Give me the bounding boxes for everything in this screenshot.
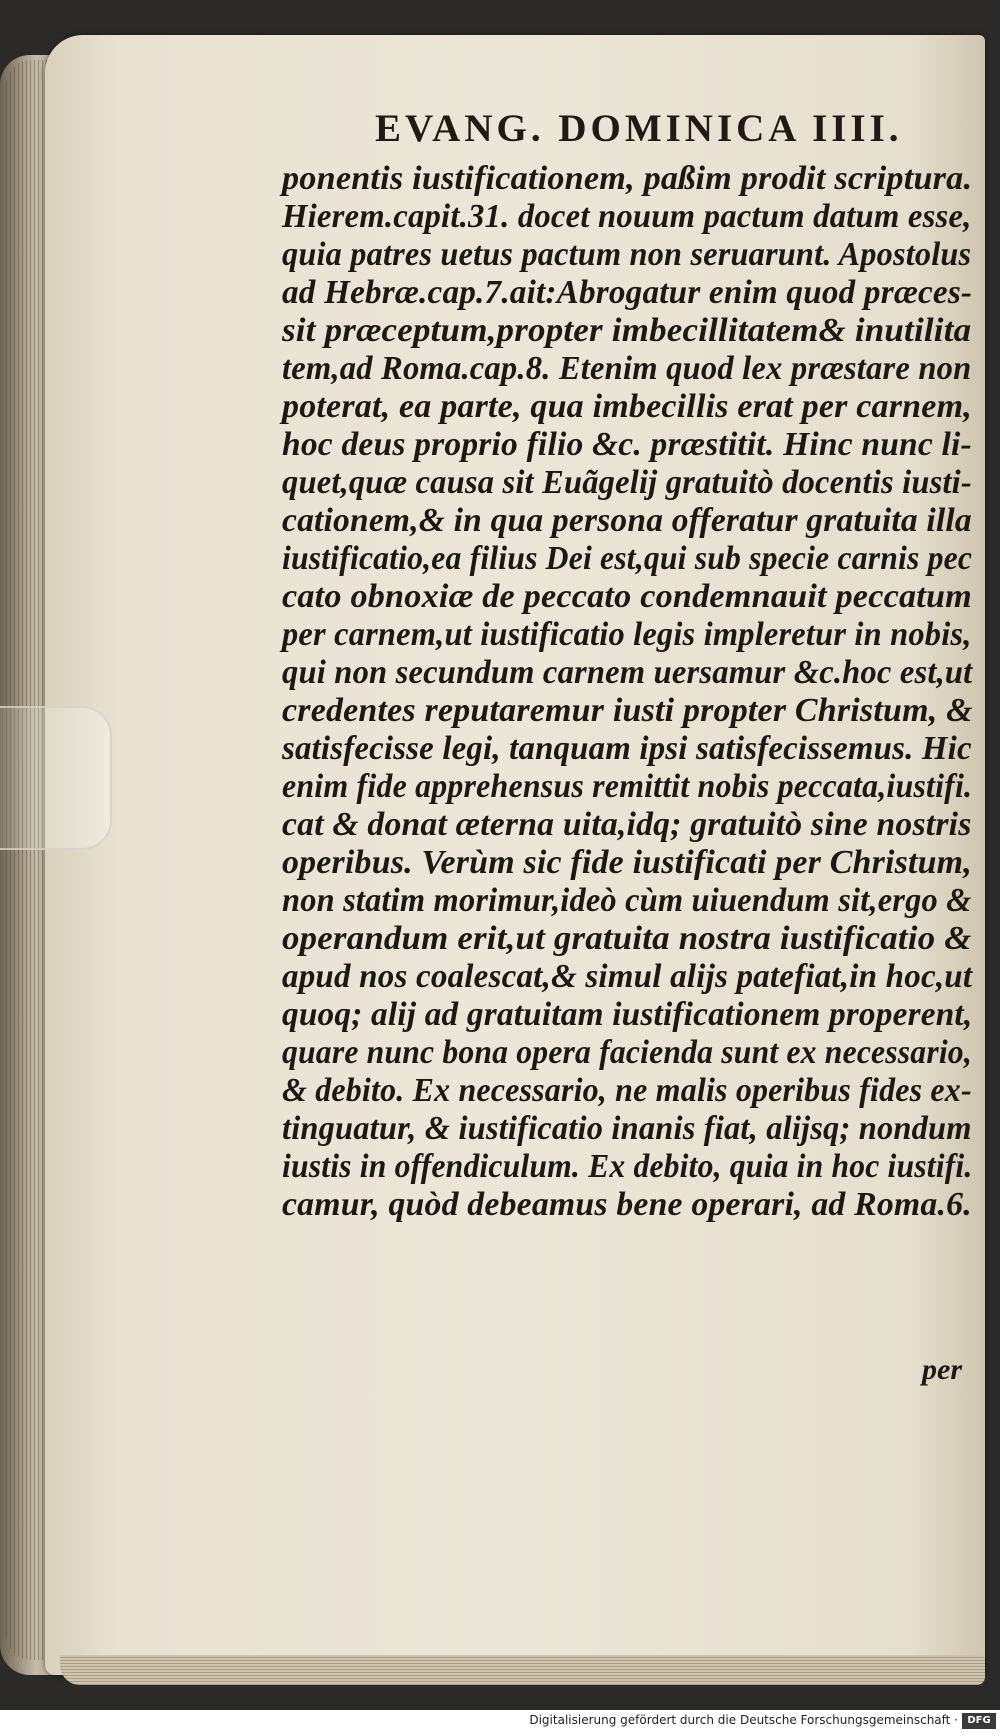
text-line: sit præceptum,propter imbecillitatem& inutilita	[282, 312, 972, 349]
text-line: poterat, ea parte, qua imbecillis erat per carnem,	[282, 388, 972, 425]
text-line: iustificatio,ea filius Dei est,qui sub specie carnis pec	[282, 540, 973, 577]
text-line: tem,ad Roma.cap.8. Etenim quod lex præstare non	[282, 350, 972, 387]
footer-credit: Digitalisierung gefördert durch die Deutsche Forschungsgemeinschaft ·	[529, 1713, 958, 1727]
text-line: cationem,& in qua persona offeratur gratuita illa	[282, 502, 972, 539]
text-line: satisfecisse legi, tanquam ipsi satisfecissemus. Hic	[282, 730, 972, 767]
dfg-logo: DFG	[962, 1713, 996, 1729]
catchword: per	[922, 1353, 962, 1386]
plastic-clip	[0, 706, 112, 850]
text-line: qui non secundum carnem uersamur &c.hoc est,ut	[282, 654, 973, 691]
text-line: quia patres uetus pactum non seruarunt. Apostolus	[282, 236, 972, 273]
text-line: cat & donat æterna uita,idq; gratuitò sine nostris	[282, 806, 972, 843]
text-line: credentes reputaremur iusti propter Christum, &	[282, 692, 973, 729]
text-line: per carnem,ut iustificatio legis impleretur in nobis,	[282, 616, 972, 653]
text-line: operandum erit,ut gratuita nostra iustificatio &	[282, 920, 972, 957]
running-head: EVANG. DOMINICA IIII.	[375, 107, 903, 150]
text-line: operibus. Verùm sic fide iustificati per Christum,	[282, 844, 972, 881]
text-line: quoq; alij ad gratuitam iustificationem properent,	[282, 996, 973, 1033]
text-line: tinguatur, & iustificatio inanis fiat, alijsq; nondum	[282, 1110, 972, 1147]
text-line: & debito. Ex necessario, ne malis operibus fides ex-	[282, 1072, 972, 1109]
text-line: iustis in offendiculum. Ex debito, quia in hoc iustifi.	[282, 1148, 973, 1185]
text-line: camur, quòd debeamus bene operari, ad Roma.6.	[282, 1186, 972, 1223]
text-line: quare nunc bona opera facienda sunt ex necessario,	[282, 1034, 972, 1071]
text-line: hoc deus proprio filio &c. præstitit. Hinc nunc li-	[282, 426, 972, 463]
page-stack-bottom	[60, 1655, 985, 1685]
text-line: Hierem.capit.31. docet nouum pactum datum esse,	[282, 198, 972, 235]
text-line: cato obnoxiæ de peccato condemnauit peccatum	[282, 578, 973, 615]
text-line: enim fide apprehensus remittit nobis peccata,iustifi.	[282, 768, 973, 805]
text-line: ponentis iustificationem, paßim prodit scriptura.	[282, 160, 973, 197]
text-line: apud nos coalescat,& simul alijs patefiat,in hoc,ut	[282, 958, 973, 995]
text-line: non statim morimur,ideò cùm uiuendum sit,ergo &	[282, 882, 972, 919]
text-line: ad Hebræ.cap.7.ait:Abrogatur enim quod præces-	[282, 274, 973, 311]
text-line: quet,quæ causa sit Euãgelij gratuitò docentis iusti-	[282, 464, 972, 501]
